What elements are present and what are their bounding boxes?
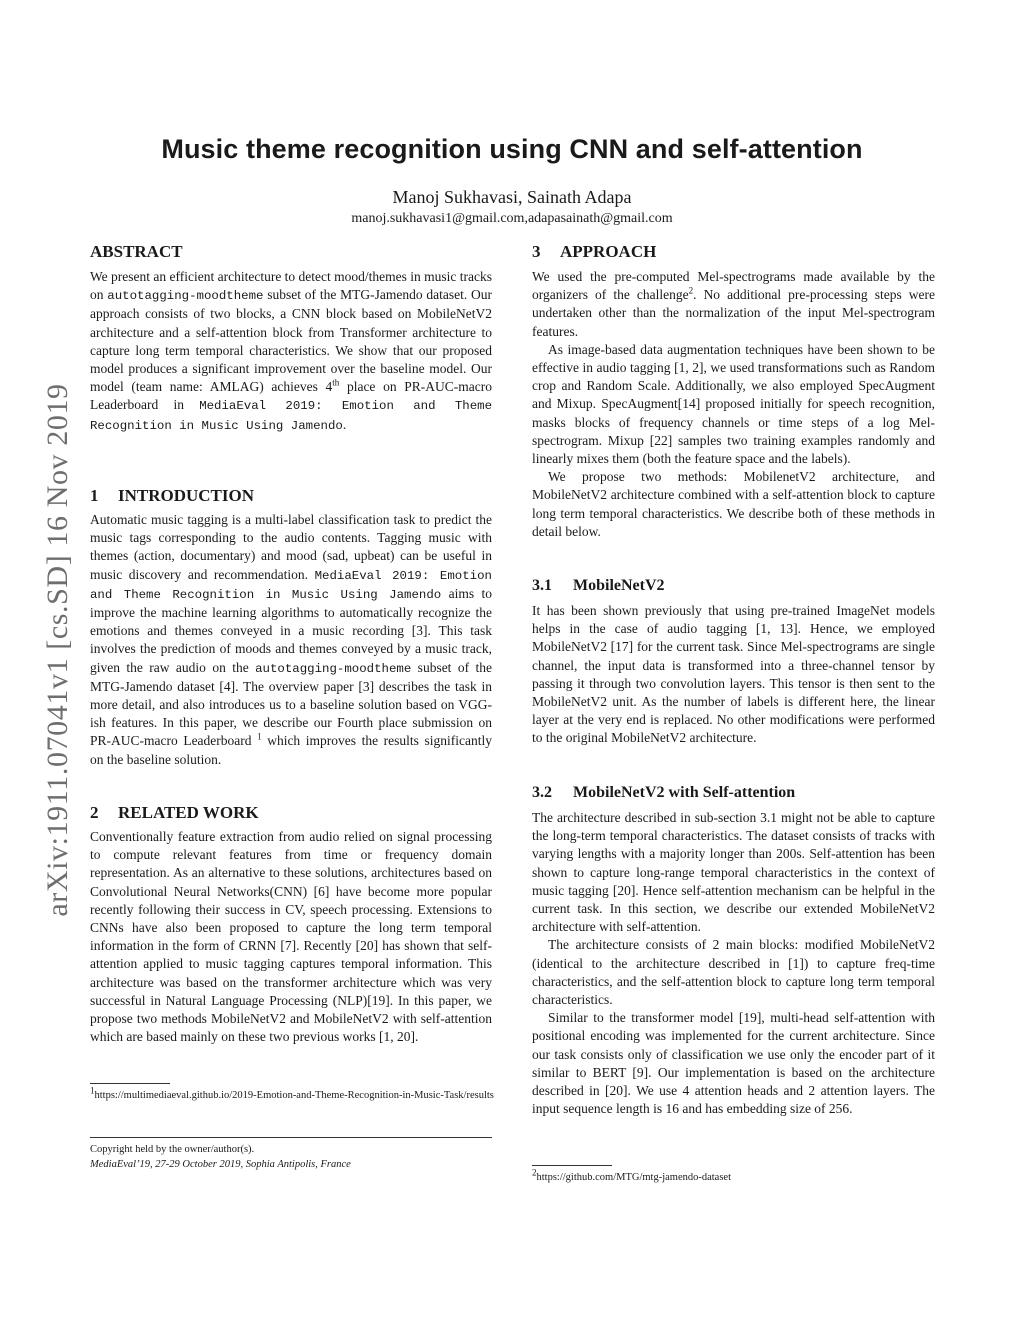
- mobilenet-text: It has been shown previously that using pre-trained ImageNet models helps in the case of audio tagging [1, 13]. Hence, we employed MobileNetV2 [17] for the current task. Since Mel-spectrograms are single channel, the input data is transformed into a three-channel tensor by passing it through two convolution layers. This tensor is then sent to the MobileNetV2 unit. As the number of labels is different here, the linear layer at the very end is replaced. No other modifications were performed to the original MobileNetV2 architecture.: [532, 603, 935, 746]
- abstract-heading: ABSTRACT: [90, 242, 183, 261]
- footnote-2: $^2$https://github.com/MTG/mtg-jamendo-dataset: [532, 1167, 732, 1183]
- footnote-rule: [532, 1165, 612, 1166]
- mobilenet-heading: 3.1 MobileNetV2: [532, 577, 665, 594]
- abstract-text: We present an efficient architecture to detect mood/themes in music tracks on autotagging-moodtheme subset of the MTG-Jamendo dataset. Our approach consists of two blocks, a CNN block based on MobileNetV2 architecture and a self-attention block from Transformer architecture to capture long term temporal characteristics. We show that our proposed model produces a significant improvement over the baseline model. Our model (team name: AMLAG) achieves 4th place on PR-AUC-macro Leaderboard in MediaEval 2019: Emotion and Theme Recognition in Music Using Jamendo.: [90, 269, 493, 433]
- approach-heading: 3 APPROACH: [532, 242, 657, 261]
- related-work-text: Conventionally feature extraction from audio relied on signal processing to compute relevant features from time or frequency domain representation. As an alternative to these solutions, architectures based on Convolutional Neural Networks(CNN) [6] have become more popular recently following their success in CV, speech processing. Extensions to CNNs have also been proposed to capture the long term temporal information in the form of CRNN [7]. Recently [20] has shown that self-attention applied to music tagging captures temporal information. This architecture was based on the transformer architecture which was very successful in Natural Language Processing (NLP)[19]. In this paper, we propose two methods MobileNetV2 and MobileNetV2 with self-attention which are based mainly on these two previous works [1, 20].: [90, 829, 492, 1045]
- footnote-1: $^1$https://multimediaeval.github.io/2019-Emotion-and-Theme-Recognition-in-Music-Task/results: [90, 1085, 494, 1101]
- copyright-block: Copyright held by the owner/author(s). MediaEval’19, 27-29 October 2019, Sophia Antipolis, France: [90, 1144, 351, 1170]
- paper-title: Music theme recognition using CNN and self-attention: [161, 134, 863, 164]
- footnote-rule: [90, 1083, 170, 1084]
- approach-text: We used the pre-computed Mel-spectrograms made available by the organizers of the challenge$^2$. No additional pre-processing steps were undertaken other than the normalization of the input Mel-spectrogram features. As image-based data augmentation techniques have been shown to be effective in audio tagging [1, 2], we used transformations such as Random crop and Random Scale. Additionally, we also employed SpecAugment and Mixup. SpecAugment[14] proposed initially for speech recognition, masks blocks of frequency channels or time steps of a log Mel-spectrogram. Mixup [22] samples two training examples randomly and linearly mixes them (both the feature space and the labels). We propose two methods: MobilenetV2 architecture, and MobileNetV2 architecture combined with a self-attention block to capture long term temporal characteristics. We describe both of these methods in detail below.: [532, 269, 935, 539]
- footnote-link[interactable]: https://multimediaeval.github.io/2019-Emotion-and-Theme-Recognition-in-Music-Task/results: [94, 1090, 494, 1101]
- code-snippet: MediaEval 2019: Emotion and Theme Recognition in Music Using Jamendo: [90, 568, 492, 602]
- code-snippet: MediaEval 2019: Emotion and Theme Recognition in Music Using Jamendo: [90, 399, 492, 433]
- footnote-link[interactable]: https://github.com/MTG/mtg-jamendo-dataset: [536, 1172, 732, 1183]
- code-snippet: autotagging-moodtheme: [255, 661, 412, 676]
- footnote-ref[interactable]: 1: [257, 731, 262, 742]
- author-emails: manoj.sukhavasi1@gmail.com,adapasainath@gmail.com: [351, 211, 673, 226]
- introduction-heading: 1 INTRODUCTION: [90, 486, 255, 505]
- self-attention-heading: 3.2 MobileNetV2 with Self-attention: [532, 784, 796, 801]
- related-work-heading: 2 RELATED WORK: [90, 803, 259, 822]
- paper-authors: Manoj Sukhavasi, Sainath Adapa: [392, 187, 632, 207]
- self-attention-text: The architecture described in sub-section 3.1 might not be able to capture the long-term temporal characteristics. The dataset consists of tracks with varying lengths with a majority longer than 200s. Self-attention has been shown to capture long-range temporal characteristics in the context of music tagging [20]. Hence self-attention mechanism can be helpful in the current task. In this section, we describe our extended MobileNetV2 architecture with self-attention. The architecture consists of 2 main blocks: modified MobileNetV2 (identical to the architecture described in [1]) to capture freq-time characteristics, and the self-attention block to capture long term temporal characteristics. Similar to the transformer model [19], multi-head self-attention with positional encoding was implemented for the current architecture. Since our task consists only of classification we use only the encoder part of it similar to BERT [9]. Our implementation is based on the architecture described in [20]. We use 4 attention heads and 2 attention layers. The input sequence length is 16 and has embedding size of 256.: [532, 810, 935, 1117]
- code-snippet: autotagging-moodtheme: [107, 289, 264, 304]
- footnote-ref[interactable]: 2: [688, 285, 694, 296]
- arxiv-side-label: arXiv:1911.07041v1 [cs.SD] 16 Nov 2019: [41, 383, 74, 917]
- copyright-rule: [90, 1137, 492, 1138]
- introduction-text: Automatic music tagging is a multi-label classification task to predict the music tags corresponding to the audio contents. Tagging music with themes (action, documentary) and mood (sad, upbeat) can be useful in music discovery and recommendation. MediaEval 2019: Emotion and Theme Recognition in Music Using Jamendo aims to improve the machine learning algorithms to automatically recognize the emotions and themes conveyed in a music recording [3]. This task involves the prediction of moods and themes conveyed by a music track, given the raw audio on the autotagging-moodtheme subset of the MTG-Jamendo dataset [4]. The overview paper [3] describes the task in more detail, and also introduces us to a baseline solution based on VGG-ish features. In this paper, we describe our Fourth place submission on PR-AUC-macro Leaderboard $^1$ which improves the results significantly on the baseline solution.: [90, 512, 493, 767]
